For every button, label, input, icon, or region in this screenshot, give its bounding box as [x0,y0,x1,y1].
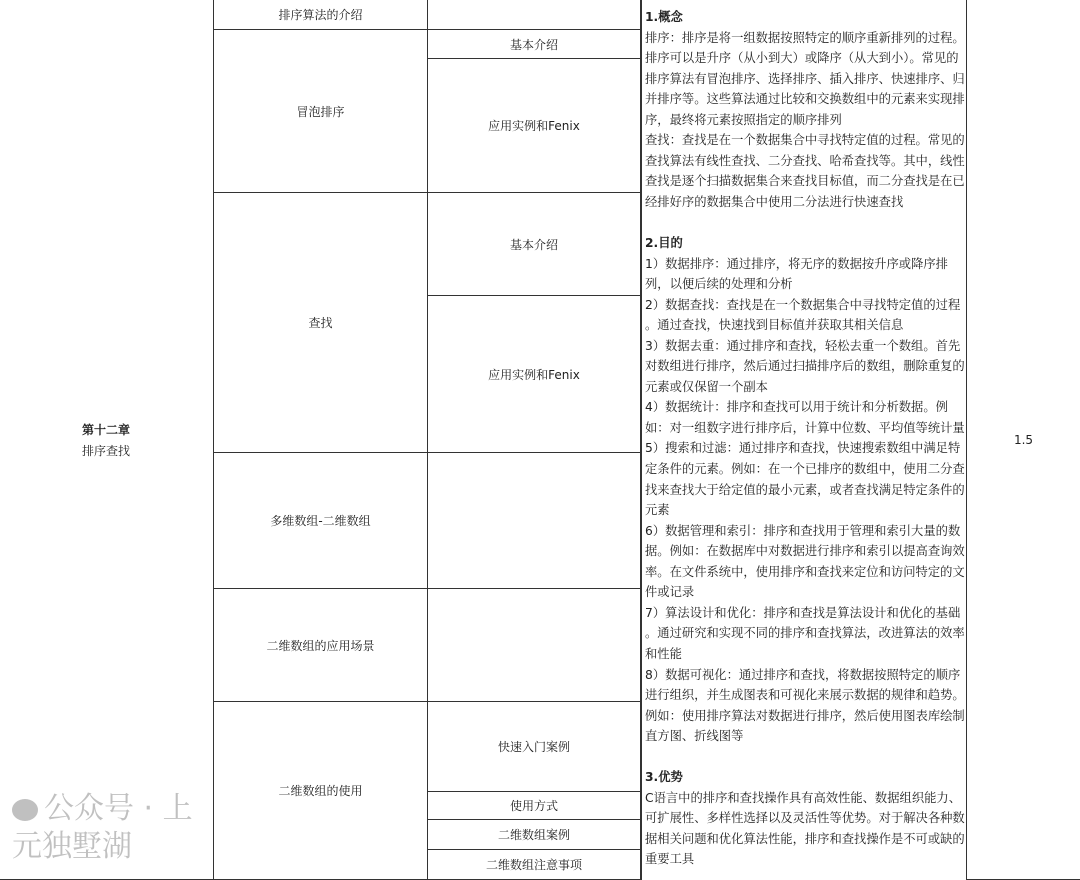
description-line: 查找是逐个扫描数据集合来查找目标值，而二分查找是在已 [645,174,965,189]
description-line: 元素或仅保留一个副本 [645,379,768,394]
section-cell [214,0,428,30]
description-line: 找来查找大于给定值的最小元素，或者查找满足特定条件的 [645,482,965,497]
description-heading: 2.目的 [645,236,683,251]
subsection-name: 基本介绍 [509,37,558,52]
description-line: 如：对一组数字进行排序后，计算中位数、平均值等统计量 [645,420,965,435]
description-line: 据相关问题和优化算法性能，排序和查找操作是不可或缺的 [645,831,965,846]
subsection-name: 二维数组案例 [497,828,570,842]
hours-value: 1.5 [1013,432,1034,447]
subsection-cell [428,296,641,453]
description-line: 率。在文件系统中，使用排序和查找来定位和访问特定的文 [645,564,965,579]
chapter-subtitle: 排序查找 [82,443,131,458]
section-name: 冒泡排序 [296,104,345,119]
description-line: C语言中的排序和查找操作具有高效性能、数据组织能力、 [645,790,962,805]
subsection-cell [428,792,641,820]
description-line: 3）数据去重：通过排序和查找，轻松去重一个数组。首先 [645,338,961,353]
subsection-cell [428,702,641,792]
description-line: 可扩展性、多样性选择以及灵活性等优势。对于解决各种数 [645,811,965,826]
description-line: 和性能 [645,646,682,661]
description-line: 。通过研究和实现不同的排序和查找算法，改进算法的效率 [645,626,965,641]
description-line: 直方图、折线图等 [645,729,744,744]
description-line [645,212,966,233]
description-line: 4）数据统计：排序和查找可以用于统计和分析数据。例 [645,400,948,415]
description-line [645,747,966,768]
description-line: 列，以便后续的处理和分析 [645,277,793,292]
subsection-cell [428,850,641,880]
description-line: 6）数据管理和索引：排序和查找用于管理和索引大量的数 [645,523,961,538]
subsection-cell [428,59,641,193]
description-line: 排序可以是升序（从小到大）或降序（从大到小）。常见的 [645,51,959,66]
description-line: 排序算法有冒泡排序、选择排序、插入排序、快速排序、归 [645,71,965,86]
description-line: 对数组进行排序，然后通过扫描排序后的数组，删除重复的 [645,359,965,374]
section-name: 二维数组的应用场景 [266,638,375,653]
description-line: 5）搜索和过滤：通过排序和查找，快速搜索数组中满足特 [645,441,961,456]
subsection-name: 快速入门案例 [497,740,570,754]
chapter-cell [0,0,214,880]
description-line: 排序：排序是将一组数据按照特定的顺序重新排列的过程。 [645,30,965,45]
description-line: 进行组织，并生成图表和可视化来展示数据的规律和趋势。 [645,688,965,703]
description-line: 7）算法设计和优化：排序和查找是算法设计和优化的基础 [645,605,961,620]
description-line: 定条件的元素。例如：在一个已排序的数组中，使用二分查 [645,462,965,477]
description-line: 件或记录 [645,585,695,600]
subsection-cell [428,453,641,589]
description-line: 例如：使用排序算法对数据进行排序，然后使用图表库绘制 [645,708,965,723]
description-line: 1）数据排序：通过排序，将无序的数据按升序或降序排 [645,256,948,271]
subsection-name: 基本介绍 [509,237,558,252]
section-cell [214,193,428,453]
watermark-text: 公众号 · 上元独墅湖 [12,791,193,864]
subsection-name: 二维数组注意事项 [485,858,582,872]
description-line: 重要工具 [645,852,695,867]
description-heading: 1.概念 [645,10,683,24]
description-line: 8）数据可视化：通过排序和查找，将数据按照特定的顺序 [645,667,961,682]
subsection-name: 应用实例和Fenix [488,367,580,382]
subsection-name: 使用方式 [509,799,558,813]
watermark [12,790,202,866]
description-line: 经排好序的数据集合中使用二分法进行快速查找 [645,194,904,209]
description-line: 元素 [645,503,670,518]
hours-cell [967,0,1080,880]
subsection-cell [428,30,641,59]
subsection-cell [428,193,641,296]
description-line: 2）数据查找：查找是在一个数据集合中寻找特定值的过程 [645,297,961,312]
chapter-title: 第十二章 [82,422,131,437]
section-cell [214,702,428,880]
section-cell [214,453,428,589]
section-name: 排序算法的介绍 [278,8,363,22]
section-name: 查找 [308,316,333,330]
description-line: 序，最终将元素按照指定的顺序排列 [645,112,842,127]
subsection-cell [428,820,641,850]
subsection-name: 应用实例和Fenix [488,119,580,133]
section-cell [214,30,428,193]
description-cell [641,0,967,880]
description-heading: 3.优势 [645,770,683,785]
description-line: 查找：查找是在一个数据集合中寻找特定值的过程。常见的 [645,133,965,148]
description-line: 并排序等。这些算法通过比较和交换数组中的元素来实现排 [645,92,965,107]
description-line: 。通过查找，快速找到目标值并获取其相关信息 [645,318,904,333]
section-name: 多维数组-二维数组 [270,514,371,528]
subsection-cell [428,589,641,702]
section-name: 二维数组的使用 [278,784,363,798]
description-line: 查找算法有线性查找、二分查找、哈希查找等。其中，线性 [645,153,965,168]
wechat-icon [12,799,38,821]
section-cell [214,589,428,702]
description-line: 据。例如：在数据库中对数据进行排序和索引以提高查询效 [645,544,965,559]
subsection-cell [428,0,641,30]
